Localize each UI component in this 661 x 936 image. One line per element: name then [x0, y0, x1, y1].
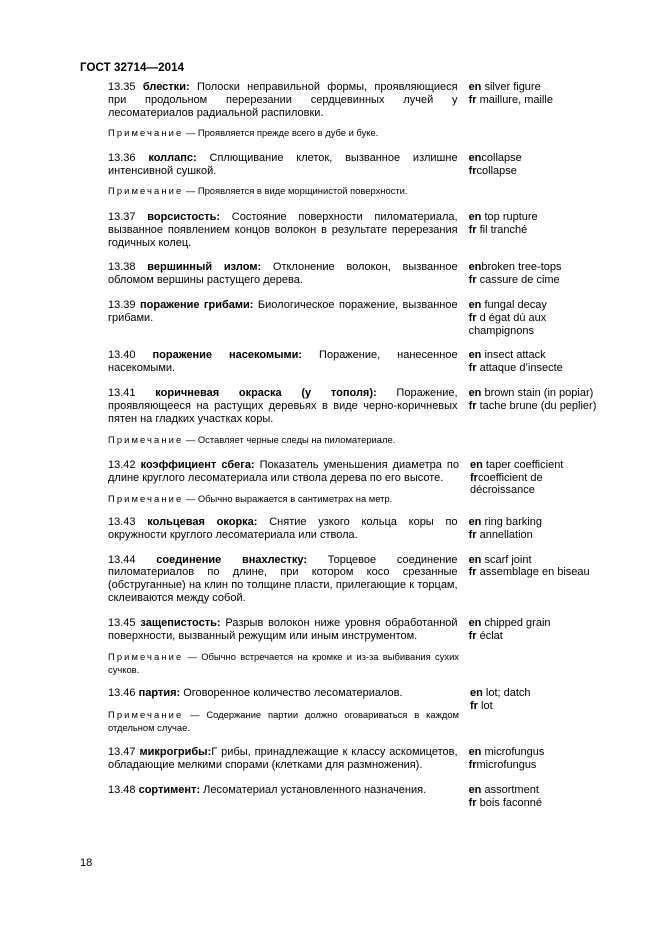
translation-en: taper coefficient [485, 458, 564, 471]
term-number: 13.48 [108, 783, 136, 796]
definition-text: Г рибы, принадлежащие к классу аскомицетов, обладающие мелкими спорами (клетками для размножения). [108, 746, 458, 771]
term-number: 13.46 [108, 687, 136, 700]
term-name: соединение внахлестку: [156, 553, 308, 566]
translation-en: lot; datch [485, 687, 531, 700]
note-label: Примечание [108, 709, 184, 721]
translation-en: ring barking [484, 515, 542, 528]
translation-en: brown stain (in popiar) [484, 386, 594, 399]
term-number: 13.39 [108, 298, 136, 311]
note-text: Обычно встречается на кромке и из-за выбивания сухих сучков. [108, 651, 459, 675]
note-label: Примечание [108, 434, 184, 446]
note: Примечание — Обычно встречается на кромке и из-за выбивания сухих сучков. [108, 651, 459, 675]
term-entry-13-37 [108, 211, 608, 249]
translation-fr: microfungus [476, 758, 537, 771]
translation-fr: bois faconné [479, 796, 542, 809]
term-definition [108, 387, 458, 425]
translations: encollapse frcollapse [468, 151, 522, 177]
term-name: блестки: [142, 81, 190, 93]
note: Примечание — Оставляет черные следы на пиломатериале. [108, 434, 396, 446]
term-definition [108, 211, 458, 249]
term-number: 13.41 [108, 386, 136, 399]
term-entry-13-46 [108, 687, 608, 734]
term-number: 13.36 [108, 151, 136, 164]
translations: en taper coefficient frcoefficient de décroissance [470, 458, 564, 497]
note-text: Содержание партии должно оговариваться в каждом отдельном случае. [108, 709, 459, 733]
term-definition [108, 81, 458, 119]
translation-fr: éclat [479, 629, 503, 642]
term-number: 13.45 [108, 616, 136, 629]
definition-text: Показатель уменьшения диаметра по длине круглого лесоматериала или ствола дерева по его высоте. [108, 458, 459, 484]
term-definition [108, 152, 458, 178]
definition-text: Торцевое соединение пиломатериалов по длине, при котором косо срезанные (обструганные) на клин по толщине пласти, прилегающие к торцам, склеиваются между собой. [108, 553, 458, 604]
translation-en: collapse [481, 151, 522, 164]
term-entry-13-38 [108, 261, 608, 287]
translation-en: fungal decay [484, 298, 547, 311]
translations: en lot; datch fr lot [470, 687, 531, 713]
term-name: кольцевая окорка: [147, 515, 258, 528]
definition-text: Лесоматериал установленного назначения. [203, 783, 427, 796]
translation-fr: collapse [476, 164, 517, 177]
definition-text: Снятие узкого кольца коры по окружности круглого лесоматериала или ствола. [108, 515, 458, 541]
term-number: 13.37 [108, 210, 136, 223]
translation-fr-cont: décroissance [470, 484, 535, 497]
page-number: 18 [80, 857, 93, 869]
term-name: микрогрибы: [139, 746, 212, 759]
term-definition [108, 261, 458, 287]
translation-en: chipped grain [484, 616, 551, 629]
term-name: поражение грибами: [139, 298, 254, 311]
note-label: Примечание [108, 651, 184, 663]
term-definition [108, 459, 459, 506]
note-label: Примечание [108, 127, 184, 139]
term-entry-13-42 [108, 459, 608, 506]
term-entry-13-47 [108, 746, 608, 772]
term-entry-13-45 [108, 617, 608, 643]
translations: en silver figure fr maillure, maille [468, 81, 553, 106]
term-entry-13-44 [108, 554, 608, 605]
definition-text: Полоски неправильной формы, проявляющиеся при продольном перерезании сердцевинных лучей у лесоматериалов радиальной распиловки. [108, 81, 458, 119]
term-entry-13-48 [108, 784, 608, 810]
term-number: 13.38 [108, 261, 136, 274]
term-definition [108, 299, 458, 325]
translations: en top rupture fr fil tranché [468, 210, 538, 236]
term-name: коричневая окраска (у тополя): [155, 386, 377, 399]
term-name: партия: [138, 687, 181, 700]
note-text: Проявляется прежде всего в дубе и буке. [197, 127, 379, 139]
term-definition [108, 554, 458, 605]
term-entry-13-43 [108, 516, 608, 542]
term-number: 13.35 [108, 81, 136, 93]
translations: en ring barking fr annellation [468, 515, 542, 541]
translations: en insect attack fr attaque d’insecte [468, 349, 563, 375]
note: Примечание — Обычно выражается в сантиметрах на метр. [108, 493, 393, 505]
note-label: Примечание [108, 185, 184, 197]
note: Примечание — Содержание партии должно оговариваться в каждом отдельном случае. [108, 709, 459, 733]
term-definition [108, 746, 458, 772]
definition-text: Оговоренное количество лесоматериалов. [183, 687, 403, 700]
translation-fr: d égat dú aux [479, 311, 547, 324]
term-entry-13-36 [108, 152, 608, 178]
note: Примечание — Проявляется прежде всего в дубе и буке. [108, 127, 379, 139]
translation-fr: maillure, maille [479, 93, 553, 106]
translation-en: microfungus [484, 746, 545, 759]
term-name: вершинный излом: [147, 261, 262, 274]
term-number: 13.40 [108, 349, 136, 362]
term-definition [108, 617, 458, 643]
term-entry-13-39 [108, 299, 608, 337]
term-name: коэффициент сбега: [140, 458, 255, 471]
term-number: 13.47 [108, 746, 136, 759]
note-text: Обычно выражается в сантиметрах на метр. [197, 493, 393, 505]
term-entry-13-40 [108, 349, 608, 375]
definition-text: Поражение, нанесенное насекомыми. [108, 349, 458, 375]
translations: en assortment fr bois faconné [468, 783, 542, 809]
translations: en microfungus frmicrofungus [468, 746, 545, 771]
translations: en brown stain (in popiar) fr tache brune (du peplier) [468, 386, 597, 412]
definition-text: Разрыв волокон ниже уровня обработанной поверхности, вызванный режущим или иным инструментом. [108, 616, 458, 642]
translation-fr: tache brune (du peplier) [479, 399, 597, 412]
translation-fr: attaque d’insecte [479, 362, 563, 375]
translation-en: top rupture [484, 210, 538, 223]
note-text: Проявляется в виде морщинистой поверхности. [197, 185, 408, 197]
term-name: ворсистость: [147, 210, 221, 223]
translations: en scarf joint fr assemblage en biseau [468, 553, 590, 579]
translation-fr: fil tranché [479, 223, 528, 236]
term-name: коллапс: [148, 151, 197, 164]
note-label: Примечание [108, 493, 184, 505]
translation-en: broken tree-tops [481, 261, 562, 274]
translation-fr-cont: champignons [468, 324, 534, 337]
term-entry-13-35 [108, 81, 608, 119]
translation-fr: annellation [479, 528, 533, 541]
definition-text: Состояние поверхности пиломатериала, вызванное появлением концов волокон в результате перерезания годичных колец. [108, 210, 458, 249]
translation-fr: lot [481, 700, 493, 713]
term-definition [108, 349, 458, 375]
term-number: 13.44 [108, 553, 136, 566]
translations: en fungal decay fr d égat dú aux champignons [468, 298, 547, 337]
translation-fr: cassure de cime [479, 274, 560, 287]
document-header: ГОСТ 32714—2014 [80, 62, 185, 74]
term-number: 13.42 [108, 458, 136, 471]
definition-text: Биологическое поражение, вызванное грибами. [108, 298, 458, 324]
terms-list [108, 81, 608, 809]
translation-fr: assemblage en biseau [479, 566, 590, 579]
translations: en chipped grain fr éclat [468, 616, 551, 642]
translation-en: assortment [484, 783, 539, 796]
translation-en: insect attack [484, 349, 546, 362]
term-definition [108, 687, 459, 734]
translation-fr: coefficient de [477, 471, 543, 484]
translation-en: scarf joint [484, 553, 532, 566]
definition-text: Отклонение волокон, вызванное обломом вершины растущего дерева. [108, 261, 458, 287]
definition-text: Поражение, проявляющееся на растущих деревьях в виде черно-коричневых пятен на гладких участках коры. [108, 386, 458, 425]
note-text: Оставляет черные следы на пиломатериале. [197, 434, 396, 446]
note: Примечание — Проявляется в виде морщинистой поверхности. [108, 185, 408, 197]
translation-en: silver figure [484, 81, 541, 93]
term-name: защепистость: [140, 616, 221, 629]
term-entry-13-41 [108, 387, 608, 425]
definition-text: Сплющивание клеток, вызванное излишне интенсивной сушкой. [108, 151, 458, 177]
term-definition [108, 784, 458, 797]
term-number: 13.43 [108, 515, 136, 528]
term-name: поражение насекомыми: [152, 349, 303, 362]
translations: enbroken tree-tops fr cassure de cime [468, 261, 562, 287]
term-definition [108, 516, 458, 542]
term-name: сортимент: [138, 783, 201, 796]
